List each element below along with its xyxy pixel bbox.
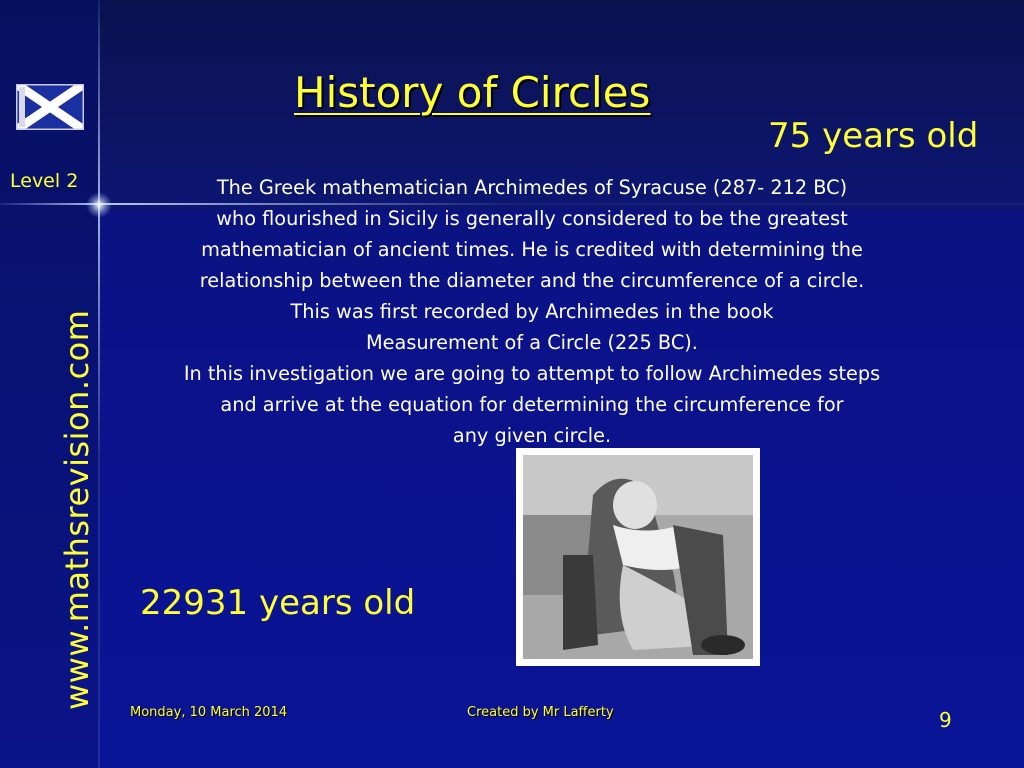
footer-date: Monday, 10 March 2014 <box>130 705 288 720</box>
paragraph-line: The Greek mathematician Archimedes of Syracuse (287- 212 BC) <box>216 176 848 199</box>
portrait-picture <box>523 455 753 659</box>
age-label-modern: 75 years old <box>768 116 979 156</box>
paragraph-line: any given circle. <box>452 424 612 447</box>
level-label: Level 2 <box>10 170 79 192</box>
paragraph-line: In this investigation we are going to attempt to follow Archimedes steps <box>183 362 881 385</box>
website-label[interactable]: www.mathsrevision.com <box>58 309 96 710</box>
paragraph-line: mathematician of ancient times. He is credited with determining the <box>201 238 863 261</box>
footer-author: Created by Mr Lafferty <box>467 705 614 720</box>
seated-figure-icon <box>523 455 753 659</box>
paragraph-line: relationship between the diameter and the circumference of a circle. <box>199 269 865 292</box>
archimedes-portrait-image <box>516 448 760 666</box>
slide-number: 9 <box>939 708 952 732</box>
slide-title: History of Circles <box>294 68 651 117</box>
age-label-ancient: 22931 years old <box>140 583 416 623</box>
paragraph-line: and arrive at the equation for determining the circumference for <box>220 393 844 416</box>
paragraph-line: Measurement of a Circle (225 BC). <box>366 331 698 354</box>
scotland-flag-icon <box>16 84 84 130</box>
history-paragraph <box>96 172 968 451</box>
paragraph-line: This was first recorded by Archimedes in the book <box>290 300 774 323</box>
paragraph-line: who flourished in Sicily is generally considered to be the greatest <box>216 207 848 230</box>
